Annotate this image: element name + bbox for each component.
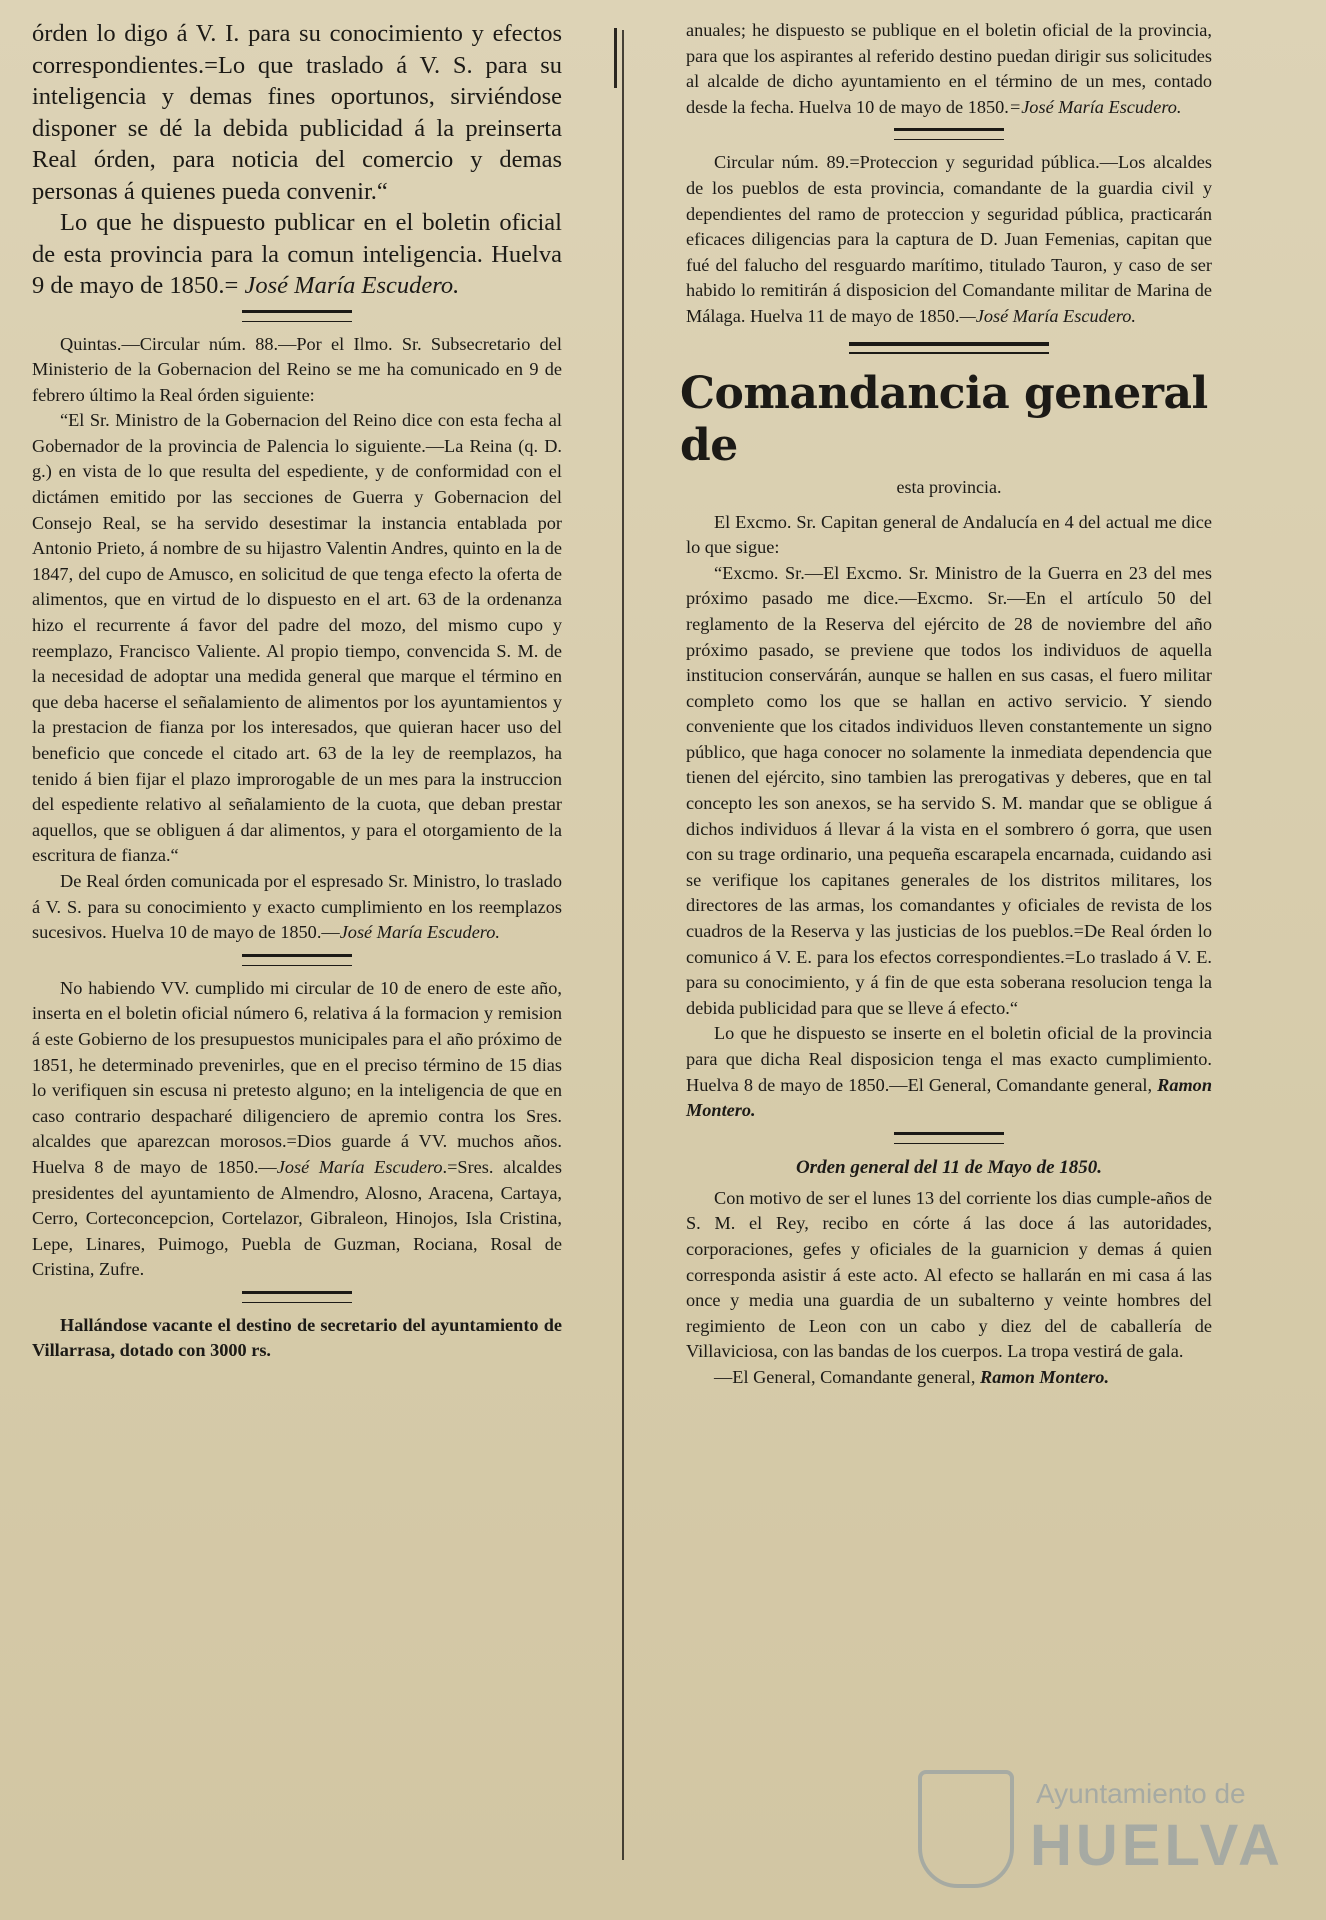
left-paragraph-5-signature: José María Escudero. xyxy=(339,922,500,943)
left-paragraph-1: órden lo digo á V. I. para su conocimiento y efectos correspondientes.=Lo que traslado á V. S. para su inteligencia y demas fines oportunos, sirviéndose disponer se dé la debida publicidad á la preinserta Real órden, para noticia del comercio y demas personas á quienes pueda convenir.“ xyxy=(32,20,562,205)
right-paragraph-2-signature: —José María Escudero. xyxy=(959,305,1136,326)
right-paragraph-7-signature: Ramon Montero. xyxy=(980,1366,1110,1387)
right-paragraph-1 xyxy=(686,18,1212,120)
separator-rule xyxy=(242,954,352,966)
right-paragraph-4: “Excmo. Sr.—El Excmo. Sr. Ministro de la Guerra en 23 del mes próximo pasado me dice.—Excmo. Sr.—En el artículo 50 del reglamento de la Reserva del ejército de 28 de noviembre del año próximo pasado, se previene que todos los individuos de aquella institucion conservárán, aunque se hallen en sus casas, el fuero militar completo como los que se hallan en activo servicio. Y siendo conveniente que los citados individuos lleven constantemente un signo público, que haga conocer no solamente la inmediata dependencia que tienen del ejército, sino tambien las prerogativas y deberes, que en tal concepto les son anexos, se ha servido S. M. mandar que se obligue á dichos individuos á llevar á la vista en el sombrero ó gorra, que usen con su trage ordinario, una pequeña escarapela encarnada, cuidando asi se verifique los capitanes generales de los distritos militares, los directores de las armas, los comandantes y oficiales de revista de los cuadros de la Reserva y las justicias de los pueblos.=De Real órden lo comunico á V. E. para los efectos correspondientes.=Lo traslado á V. E. para su conocimiento, y á fin de que esta soberana resolucion tenga la debida publicidad para que se lleve á efecto.“ xyxy=(686,562,1212,1018)
left-paragraph-7: Hallándose vacante el destino de secretario del ayuntamiento de Villarrasa, dotado con 3000 rs. xyxy=(32,1314,562,1361)
left-paragraph-2-signature: José María Escudero. xyxy=(244,272,460,299)
left-paragraph-6-tail: .=Sres. alcaldes presidentes del ayuntamiento de Almendro, Alosno, Aracena, Cartaya, Cerro, Corteconcepcion, Cortelazor, Gibraleon, Hinojos, Isla Cristina, Lepe, Linares, Puimogo, Puebla de Guzman, Rociana, Rosal de Cristina, Zufre. xyxy=(32,1156,562,1280)
right-paragraph-2 xyxy=(686,150,1212,329)
coat-of-arms-icon xyxy=(918,1770,1014,1888)
right-column xyxy=(680,18,1212,1391)
watermark-line-2: HUELVA xyxy=(1030,1813,1284,1878)
left-paragraph-2 xyxy=(32,207,562,302)
left-paragraph-5 xyxy=(32,869,562,946)
right-paragraph-5 xyxy=(686,1021,1212,1123)
separator-rule xyxy=(894,128,1004,140)
right-paragraph-7-text: —El General, Comandante general, xyxy=(714,1366,976,1387)
right-paragraph-6: Con motivo de ser el lunes 13 del corriente los dias cumple-años de S. M. el Rey, recibo en córte á las doce á las autoridades, corporaciones, gefes y oficiales de la guarnicion y demas á quien corresponda asistir á este acto. Al efecto se hallarán en mi casa á las once y media una guardia de un subalterno y veinte hombres del regimiento de Leon con un cabo y diez del de caballería de Villaviciosa, con las bandas de los cuerpos. La tropa vestirá de gala. xyxy=(686,1187,1212,1362)
right-paragraph-3: El Excmo. Sr. Capitan general de Andalucía en 4 del actual me dice lo que sigue: xyxy=(686,511,1212,558)
left-paragraph-6-text: No habiendo VV. cumplido mi circular de 10 de enero de este año, inserta en el boletin oficial número 6, relativa á la formacion y remision á este Gobierno de los presupuestos municipales para el año próximo de 1851, he determinado prevenirles, que en el preciso término de 15 dias lo verifiquen sin escusa ni pretesto alguno; en la inteligencia de que en caso contrario despacharé diligenciero de apremio contra los Sres. alcaldes que aparezcan morosos.=Dios guarde á VV. muchos años. Huelva 8 de mayo de 1850.— xyxy=(32,977,562,1177)
left-paragraph-2-text: Lo que he dispuesto publicar en el boletin oficial de esta provincia para la comun inteligencia. Huelva 9 de mayo de 1850.= xyxy=(32,209,562,299)
watermark xyxy=(918,1770,1298,1890)
left-column xyxy=(32,18,562,1364)
right-paragraph-5-signature: Ramon Montero. xyxy=(686,1074,1212,1121)
column-divider xyxy=(622,30,624,1860)
column-divider-top xyxy=(614,28,617,88)
section-separator xyxy=(849,342,1049,354)
left-paragraph-4: “El Sr. Ministro de la Gobernacion del Reino dice con esta fecha al Gobernador de la provincia de Palencia lo siguiente.—La Reina (q. D. g.) en vista de lo que resulta del espediente, y de conformidad con el dictámen emitido por las secciones de Guerra y Gobernacion del Consejo Real, se ha servido desestimar la instancia entablada por Antonio Prieto, á nombre de su hijastro Valentin Andres, quinto en la de 1847, del cupo de Amusco, en solicitud de que tenga efecto la oferta de alimentos, que en virtud de lo dispuesto en el art. 63 de la ordenanza hizo el recurrente á favor del padre del mozo, del mismo cupo y reemplazo, Francisco Valiente. Al propio tiempo, convencida S. M. de la necesidad de adoptar una medida general que marque el término en que deba hacerse el señalamiento de alimentos por los ayuntamientos y la prestacion de fianza por los interesados, que quieran hacer uso del beneficio que concede el citado art. 63 de la ley de reemplazos, ha tenido á bien fijar el plazo improrogable de un mes para la instruccion del espediente relativo al señalamiento de la cuota, que deban prestar aquellos, que se obliguen á dar alimentos, y para el otorgamiento de la escritura de fianza.“ xyxy=(32,410,562,866)
right-paragraph-7 xyxy=(686,1365,1212,1391)
right-paragraph-1-text: anuales; he dispuesto se publique en el boletin oficial de la provincia, para que los aspirantes al referido destino puedan dirigir sus solicitudes al alcalde de dicho ayuntamiento en el término de un mes, contado desde la fecha. Huelva 10 de mayo de 1850. xyxy=(686,20,1212,117)
section-heading: Comandancia general de xyxy=(680,367,1208,471)
order-title: Orden general del 11 de Mayo de 1850. xyxy=(795,1156,1103,1178)
watermark-line-1: Ayuntamiento de xyxy=(1036,1778,1246,1809)
right-paragraph-1-signature: =José María Escudero. xyxy=(1008,96,1182,117)
section-subheading: esta provincia. xyxy=(896,476,1002,497)
separator-rule xyxy=(894,1132,1004,1144)
left-paragraph-3: Quintas.—Circular núm. 88.—Por el Ilmo. Sr. Subsecretario del Ministerio de la Gobernacion del Reino se me ha comunicado en 9 de febrero último la Real órden siguiente: xyxy=(32,333,562,405)
right-paragraph-2-text: Circular núm. 89.=Proteccion y seguridad pública.—Los alcaldes de los pueblos de esta provincia, comandante de la guardia civil y dependientes del ramo de proteccion y seguridad pública, practicarán eficaces diligencias para la captura de D. Juan Femenias, capitan que fué del falucho del resguardo marítimo, titulado Tauron, y caso de ser habido lo remitirán á disposicion del Comandante militar de Marina de Málaga. Huelva 11 de mayo de 1850. xyxy=(686,152,1212,326)
separator-rule xyxy=(242,1291,352,1303)
left-paragraph-6-signature: José María Escudero xyxy=(276,1156,443,1177)
separator-rule xyxy=(242,310,352,322)
right-paragraph-5-text: Lo que he dispuesto se inserte en el boletin oficial de la provincia para que dicha Real disposicion tenga el mas exacto cumplimiento. Huelva 8 de mayo de 1850.—El General, Comandante general, xyxy=(686,1023,1212,1095)
left-paragraph-5-text: De Real órden comunicada por el espresado Sr. Ministro, lo traslado á V. S. para su conocimiento y exacto cumplimiento en los reemplazos sucesivos. Huelva 10 de mayo de 1850.— xyxy=(32,870,562,943)
left-paragraph-6 xyxy=(32,976,562,1283)
